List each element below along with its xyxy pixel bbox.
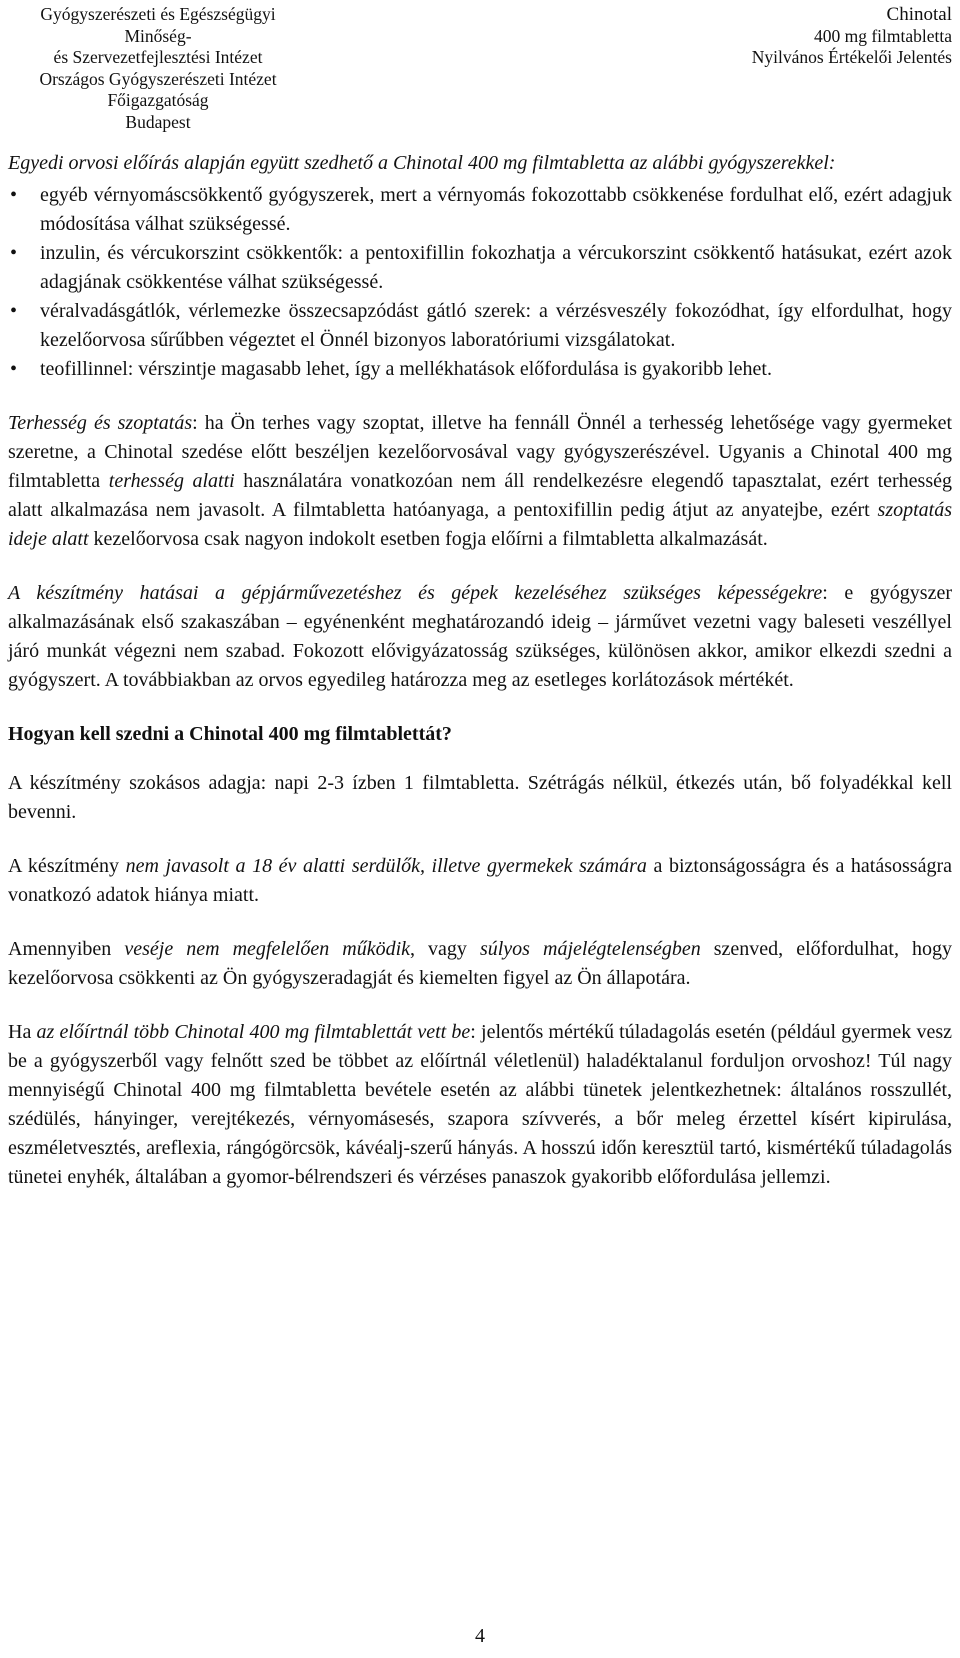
report-type: Nyilvános Értékelői Jelentés	[751, 47, 952, 67]
product-name: Chinotal	[886, 4, 952, 25]
dosage-paragraph: A készítmény szokásos adagja: napi 2-3 ízben 1 filmtabletta. Szétrágás nélkül, étkezés után, bő folyadékkal kell bevenni.	[8, 772, 952, 823]
page-number: 4	[475, 1625, 485, 1647]
list-item: • teofillinnel: vérszintje magasabb lehet, így a mellékhatások előfordulása is gyakoribb lehet.	[8, 355, 952, 384]
list-item: • egyéb vérnyomáscsökkentő gyógyszerek, mert a vérnyomás fokozottabb csökkenése fordulhat elő, ezért adagjuk módosítása válhat szükségessé.	[8, 181, 952, 239]
text-run: szenved, előfordulhat, hogy kezelőorvosa csökkenti az Ön gyógyszeradagját és kiemelten figyel az Ön állapotára.	[8, 938, 953, 989]
text-run: Ha	[8, 1021, 37, 1043]
text-run: : jelentős mértékű túladagolás esetén (például gyermek vesz be a gyógyszerből vagy felnőtt szed be többet az előírtnál véletlenül) haladéktalanul forduljon orvoshoz! Túl nagy mennyiségű Chinotal 400 mg filmtabletta bevétele esetén az alábbi tünetek jelentkezhetnek: általános rosszullét, szédülés, hányinger, verejtékezés, vérnyomásesés, szapora szívverés, a bőr meleg érzettel kísért kipirulása, eszméletvesztés, areflexia, rángógörcsök, kávéalj-szerű hányás. A hosszú időn keresztül tartó, kismértékű túladagolás tünetei enyhék, általában a gyomor-bélrendszeri és vérzéses panaszok gyakoribb előfordulása jellemzi.	[8, 1021, 952, 1188]
driving-label: A készítmény hatásai a gépjárművezetéshez és gépek kezeléséhez szükséges képességekre	[8, 582, 823, 604]
header-institution	[8, 4, 308, 133]
text-run: Amennyiben	[8, 938, 125, 960]
text-run: , vagy	[410, 938, 480, 960]
text-run: terhesség alatti	[108, 470, 235, 492]
header-product	[752, 4, 952, 69]
pregnancy-paragraph	[8, 409, 952, 554]
section-heading: Hogyan kell szedni a Chinotal 400 mg filmtablettát?	[8, 723, 452, 745]
text-run: kezelőorvosa csak nagyon indokolt esetben fogja előírni a filmtabletta alkalmazását.	[88, 528, 768, 550]
text-run: szoptatás ideje alatt	[8, 499, 952, 550]
text-run: súlyos májelégtelenségben	[479, 938, 701, 960]
list-item: • inzulin, és vércukorszint csökkentők: a pentoxifillin fokozhatja a vércukorszint csökkentő hatásukat, ezért azok adagjának csökkentése válhat szükségessé.	[8, 239, 952, 297]
interactions-intro: Egyedi orvosi előírás alapján együtt szedhető a Chinotal 400 mg filmtabletta az alábbi gyógyszerekkel:	[8, 152, 836, 174]
text-run: használatára vonatkozóan nem áll rendelkezésre elegendő tapasztalat, ezért terhesség alatt alkalmazása nem javasolt. A filmtabletta hatóanyaga, a pentoxifillin pedig átjut az anyatejbe, ezért	[8, 470, 953, 521]
text-run: nem javasolt a 18 év alatti serdülők, illetve gyermekek számára	[125, 855, 647, 877]
overdose-paragraph	[8, 1018, 952, 1192]
header-line: és Szervezetfejlesztési Intézet	[53, 47, 263, 67]
driving-paragraph	[8, 579, 952, 695]
list-item: • véralvadásgátlók, vérlemezke összecsapzódást gátló szerek: a vérzésveszély fokozódhat, így elfordulhat, hogy kezelőorvosa sűrűbben végeztet el Önnél bizonyos laboratóriumi vizsgálatokat.	[8, 297, 952, 355]
interactions-list	[8, 181, 952, 384]
header-line: Országos Gyógyszerészeti Intézet	[39, 68, 277, 89]
product-form: 400 mg filmtabletta	[813, 25, 952, 46]
kidney-liver-paragraph	[8, 935, 952, 993]
text-run: veséje nem megfelelően működik	[124, 938, 411, 960]
document-body	[8, 149, 952, 1217]
header-line: Budapest	[125, 111, 191, 132]
text-run: az előírtnál több Chinotal 400 mg filmtablettát vett be	[36, 1021, 471, 1043]
header-line: Gyógyszerészeti és Egészségügyi Minőség-	[40, 4, 276, 46]
children-paragraph	[8, 852, 952, 910]
text-run: : e gyógyszer alkalmazásának első szakaszában – egyénenként meghatározandó ideig – járművet vezetni vagy baleseti veszéllyel járó munkát végezni nem szabad. Fokozott elővigyázatosság szükséges, különösen akkor, amikor elkezdi szedni a gyógyszert. A továbbiakban az orvos egyedileg határozza meg az esetleges korlátozások mértékét.	[8, 582, 952, 691]
text-run: a biztonságosságra és a hatásosságra vonatkozó adatok hiánya miatt.	[8, 855, 952, 906]
pregnancy-label: Terhesség és szoptatás	[8, 412, 193, 434]
header-line: Főigazgatóság	[107, 90, 209, 110]
text-run: A készítmény	[8, 855, 126, 877]
text-run: : ha Ön terhes vagy szoptat, illetve ha fennáll Önnél a terhesség lehetősége vagy gyermeket szeretne, a Chinotal szedése előtt beszéljen kezelőorvosával vagy gyógyszerészével. Ugyanis a Chinotal 400 mg filmtabletta	[8, 412, 952, 492]
